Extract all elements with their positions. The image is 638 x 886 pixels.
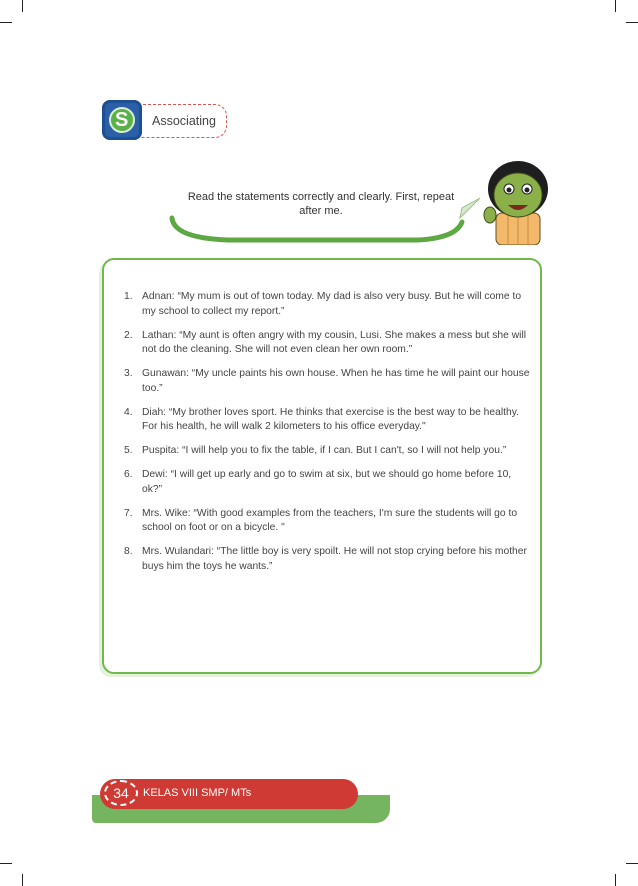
list-item: 5. Puspita: “I will help you to fix the table, if I can. But I can't, so I will not help you.” — [124, 445, 507, 456]
crop-mark — [615, 874, 616, 886]
list-item: 1. Adnan: “My mum is out of town today. My dad is also very busy. But he will come to my school to collect my report.” — [124, 291, 522, 317]
list-item: 2. Lathan: “My aunt is often angry with my cousin, Lusi. She makes a mess but she will not do the cleaning. She will not even clean her own room.” — [124, 329, 527, 355]
crop-mark — [615, 0, 616, 12]
crop-mark — [22, 874, 23, 886]
section-header — [102, 100, 228, 140]
associating-icon: S — [102, 100, 142, 140]
page-number: 34 — [104, 780, 138, 806]
list-item: 7. Mrs. Wike: “With good examples from the teachers, I'm sure the students will go to school on foot or on a bicycle. " — [124, 507, 518, 533]
crop-mark — [0, 863, 12, 864]
crop-mark — [626, 22, 638, 23]
list-item: 6. Dewi: “I will get up early and go to swim at six, but we should go home before 10, ok?” — [124, 469, 512, 495]
instruction-text: Read the statements correctly and clearly. First, repeat after me. — [187, 191, 455, 217]
speech-bubble — [168, 170, 488, 250]
crop-mark — [0, 22, 12, 23]
section-label: Associating — [152, 114, 216, 128]
statements-list — [124, 290, 532, 584]
crop-mark — [626, 863, 638, 864]
boy-illustration — [478, 155, 556, 245]
list-item: 8. Mrs. Wulandari: “The little boy is very spoilt. He will not stop crying before his mother buys him the toys he wants.” — [124, 546, 527, 572]
crop-mark — [22, 0, 23, 12]
list-item: 4. Diah: “My brother loves sport. He thinks that exercise is the best way to be healthy. For his health, he will walk 2 kilometers to his office everyday." — [124, 406, 519, 432]
list-item: 3. Gunawan: “My uncle paints his own house. When he has time he will paint our house too.” — [124, 368, 530, 394]
statements-box — [102, 258, 542, 674]
book-label: KELAS VIII SMP/ MTs — [143, 787, 252, 799]
